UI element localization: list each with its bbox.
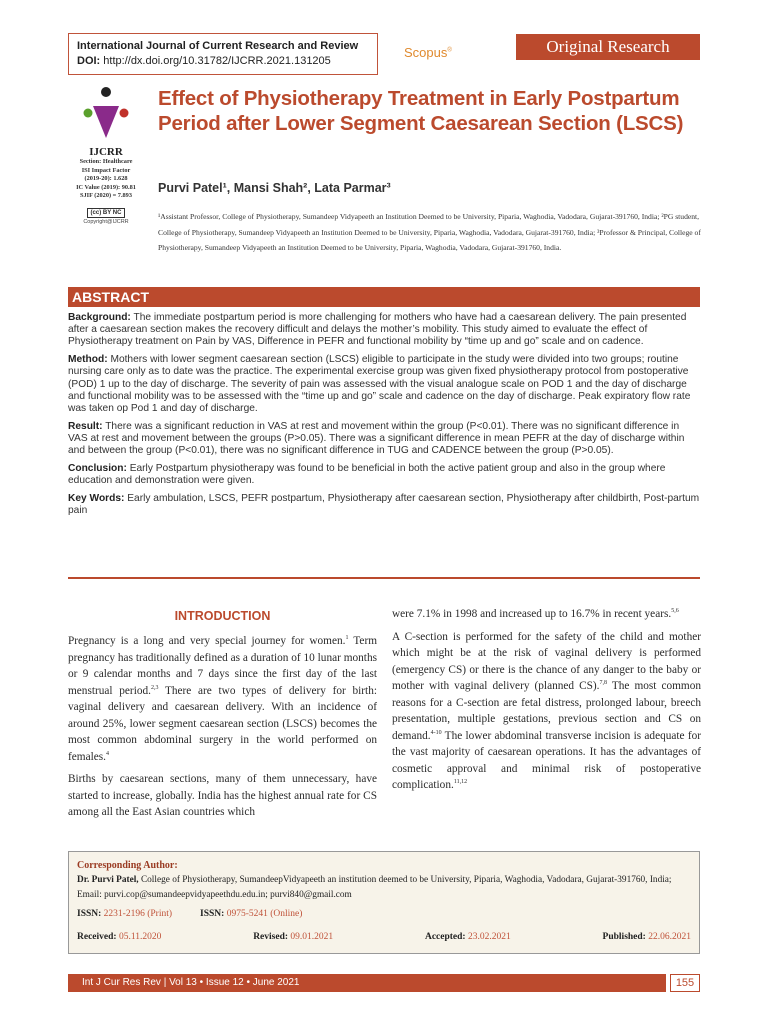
- paragraph: Pregnancy is a long and very special journey for women.$^1$ Term pregnancy has traditionally defined as a duration of 10 lunar months or 9 calendar months and 7 days since the first day of the last menstrual period.$^{2,3}$ There are two types of delivery for birth: vaginal delivery and caesarean delivery. With an incidence of around 25%, lower segment caesarean section (LSCS) becomes the most common abdominal surgery in the world performed on females.$^4$: [68, 635, 377, 763]
- abstract-body: [68, 312, 700, 523]
- logo-name: IJCRR: [89, 146, 123, 158]
- body-column-right: [392, 606, 701, 800]
- impact-line: IC Value (2019): 90.81: [76, 183, 136, 191]
- ijcrr-triangle-icon: [81, 86, 131, 144]
- cc-license-icon: (cc) BY NC: [87, 208, 126, 218]
- issn-print: ISSN: 2231-2196 (Print): [77, 909, 173, 919]
- page-number: 155: [670, 974, 700, 992]
- doi-label: DOI:: [77, 55, 101, 67]
- received-date: Received: 05.11.2020: [77, 932, 162, 942]
- corresponding-details: Dr. Purvi Patel, College of Physiotherapy, SumandeepVidyapeeth an institution deemed to be University, Piparia, Waghodia, Vadodara, Gujarat-391760, India; Email: purvi.cop@sumandeepvidyapeethdu.edu.in; purvi840@gmail.com: [77, 875, 672, 900]
- impact-line: (2019-20): 1.628: [84, 175, 128, 182]
- article-type-banner: Original Research: [516, 34, 700, 60]
- abstract-keywords: Key Words: Early ambulation, LSCS, PEFR postpartum, Physiotherapy after caesarean section, Physiotherapy after childbirth, Post-partum pain: [68, 492, 700, 516]
- doi-line: [77, 54, 369, 69]
- abstract-result: Result: There was a significant reduction in VAS at rest and movement within the group (P<0.01). There was no significant difference in VAS at rest and movement between the groups (P>0.05). There was a significant difference in mean PEFR at the day of discharge within and between the group (P<0.01), there was no significant difference in TUG and CADENCE between the group (P>0.05).: [68, 420, 685, 457]
- section-heading-introduction: INTRODUCTION: [174, 609, 271, 623]
- dates-row: [77, 930, 691, 945]
- affiliations: ¹Assistant Professor, College of Physiotherapy, Sumandeep Vidyapeeth an Institution Deemed to be University, Piparia, Waghodia, Vadodara, Gujarat-391760, India; ²PG student, College of Physiotherapy, Sumandeep Vidyapeeth an Institution Deemed to be University, Piparia, Waghodia, Vadodara, Gujarat-391760, India; ³Professor & Principal, College of Physiotherapy, Sumandeep Vidyapeeth an Institution Deemed to be University, Piparia, Waghodia, Vadodara, Gujarat-391760, India.: [158, 212, 701, 253]
- abstract-heading: ABSTRACT: [68, 287, 700, 307]
- copyright: Copyright@IJCRR: [83, 218, 129, 225]
- paragraph: A C-section is performed for the safety of the child and mother which might be at the risk of vaginal delivery is performed (emergency CS) or there is the chance of any danger to the baby or mother with vaginal delivery (planned CS).$^{7,8}$ The most common reasons for a C-section are fetal distress, prolonged labour, breech presentation, multiple gestations, previous section and CS on demand.$^{4-10}$ The lower abdominal transverse incision is adequate for the vast majority of caesarean operations. It has the advantages of cosmetic approval and minimal risk of postoperative complication.$^{11,12}$: [392, 630, 701, 791]
- journal-logo: [66, 86, 146, 225]
- scopus-logo: Scopus®: [404, 45, 452, 60]
- impact-line: ISI Impact Factor: [81, 166, 131, 174]
- issn-row: [77, 907, 691, 922]
- doi-link[interactable]: http://dx.doi.org/10.31782/IJCRR.2021.131205: [103, 55, 331, 67]
- body-column-left: [68, 633, 377, 827]
- accepted-date: Accepted: 23.02.2021: [424, 932, 511, 942]
- paragraph: Births by caesarean sections, many of them unnecessary, have started to increase, globally. India has the highest annual rate for CS among all the East Asian countries which: [68, 773, 377, 818]
- abstract-divider: [68, 577, 700, 579]
- abstract-method: Method: Mothers with lower segment caesarean section (LSCS) eligible to participate in the study were divided into two groups; routine nursing care only as to date was the practice. The experimental exercise group was given fixed physiotherapy protocol from postoperative (POD) 1 up to the day of discharge. The severity of pain was assessed with the visual analogue scale on POD 1 and the day of discharge and functional mobility was to be assessed with the “time up and go” scale and cadence on the day of discharge. Peak expiratory flow rate was taken op Pod 1 and day of discharge.: [68, 354, 691, 414]
- paragraph: were 7.1% in 1998 and increased up to 16.7% in recent years.$^{5,6}$: [392, 608, 679, 620]
- corresponding-author-box: [68, 851, 700, 954]
- corresponding-heading: Corresponding Author:: [77, 860, 178, 871]
- article-title: Effect of Physiotherapy Treatment in Early Postpartum Period after Lower Segment Caesarean Section (LSCS): [158, 87, 684, 135]
- issn-online: ISSN: 0975-5241 (Online): [200, 909, 303, 919]
- authors: Purvi Patel¹, Mansi Shah², Lata Parmar³: [158, 181, 391, 195]
- revised-date: Revised: 09.01.2021: [253, 932, 334, 942]
- abstract-background: Background: The immediate postpartum period is more challenging for mothers who have had a caesarean delivery. The pain presented after a caesarean section makes the recovery difficult and delays the mother’s mobility. This study aimed to evaluate the effect of Physiotherapy treatment on Pain by VAS, Difference in PEFR and functional mobility by “time up and go” scale and on cadence.: [68, 312, 687, 348]
- journal-name: International Journal of Current Research and Review: [77, 40, 359, 52]
- impact-line: SJIF (2020) = 7.893: [80, 192, 132, 199]
- logo-section: Section: Healthcare: [79, 158, 133, 165]
- footer-citation: Int J Cur Res Rev | Vol 13 • Issue 12 • June 2021: [68, 974, 666, 992]
- published-date: Published: 22.06.2021: [602, 932, 691, 942]
- abstract-conclusion: Conclusion: Early Postpartum physiotherapy was found to be beneficial in both the active patient group and also in the group where education and demonstration were given.: [68, 462, 666, 486]
- journal-info-box: [68, 33, 378, 75]
